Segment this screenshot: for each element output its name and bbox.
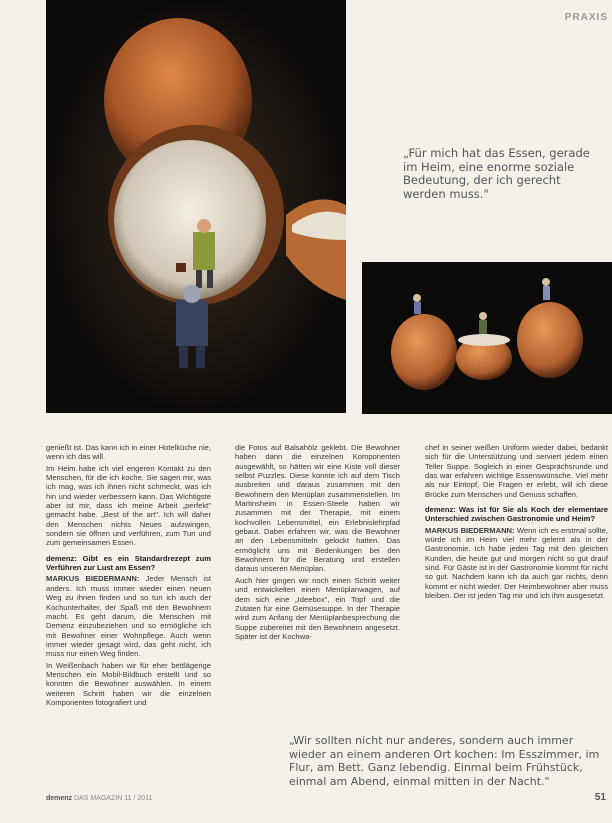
interview-answer: MARKUS BIEDERMANN: Wenn ich es erstmal sollte, würde ich im Heim viel mehr gelernt als in der Gastronomie. Ich habe jeden Tag mit den gleichen Kunden, die heute gut und morgen nicht so gut drauf sind. Für Gäste ist in der Gastronomie kommt für nicht so gut. Nachdem kann ich da auch gar nichts, denn kommt er nicht wieder. Der Heimbewohner aber muss bleiben. Der ist jeden Tag mir und ich ihm ausgesetzt. (425, 525, 608, 601)
paragraph: genießt ist. Das kann ich in einer Hotelküche nie, wenn ich das will. (46, 443, 211, 462)
interview-answer: MARKUS BIEDERMANN: Jeder Mensch ist anders. Ich muss immer wieder einen neuen Weg zu ihnen finden und so tun ich auch der Kochunterhalter, der Spaß mit den Bewohnern macht. Es geht darum, die Menschen mit Demenz einzubeziehen und so ermögliche ich mit Bewohner einer Wohnpflege. Auch wenn immer wieder gesagt wird, das geht nicht, ich muss nur einen Weg finden. (46, 574, 211, 659)
three-eggs-photo (362, 262, 612, 414)
issue-info: DAS MAGAZIN 11 / 2011 (74, 795, 153, 802)
speaker-name: MARKUS BIEDERMANN: (425, 525, 515, 535)
interview-question: demenz: Was ist für Sie als Koch der elementare Unterschied zwischen Gastronomie und Heim? (425, 505, 608, 524)
pull-quote-bottom: „Wir sollten nicht nur anderes, sondern auch immer wieder an einem anderen Ort kochen: Im Esszimmer, im Flur, am Bett. Ganz lebendig. Einmal beim Frühstück, einmal am Abend, einmal mitten in der Nacht." (289, 734, 600, 788)
text-column-3 (425, 443, 608, 603)
footer (46, 795, 152, 802)
paragraph: chef in seiner weißen Uniform wieder dabei, bedankt sich für die Unterstützung und serviert jedem einen Teller Suppe. Sogleich in einer Gesprächsrunde und das war erfahren wichtige Essenswünsche. Viel mehr als nur Eintopf, Die Fragen er erlebt, will ich diese Brücke zum Menschen und Genuss schaffen. (425, 443, 608, 499)
text-column-1 (46, 443, 211, 709)
paragraph: Im Heim habe ich viel engeren Kontakt zu den Menschen, für die ich koche. Sie sagen mir, was ich mag, was ich ihnen nicht schmeckt, was ich hin und wieder verbessern kann. Das Wichtigste aber ist mir, dass ich meine Arbeit „perfekt" gemacht habe. „Best of the art". Ich will daher den Menschen nichts Neues aufzwingen, sondern sie öffnen und verführen, zum Tun und zum gemeinsamen Essen. (46, 463, 211, 548)
egg-figure-photo (46, 0, 346, 413)
interview-question: demenz: Gibt es ein Standardrezept zum Verführen zur Lust am Essen? (46, 553, 211, 573)
pull-quote-top: „Für mich hat das Essen, gerade im Heim, eine enorme soziale Bedeutung, der ich gerecht werden muss." (403, 146, 590, 201)
page-number: 51 (594, 792, 606, 803)
paragraph: die Fotos auf Balsahölz geklebt. Die Bewohner haben dann die einzelnen Komponenten ausgewählt, so hätten wir eine Kiste voll dieser selbst Puzzles. Diese konnte ich auf dem Tisch ausbreiten und daraus zusammen mit den Bewohnern den Menüplan zusammenstellen. Im Martinsheim in Essen-Steele haben wir zusammen mit der Therapie, mit einem kochvollen Lebensmittel, ein Erlebnislehrpfad gebaut. Dabei erfahren wir, was die Bewohner an den Lebensmitteln gelockt hatten. Das ermöglicht uns mit Bedenkungen bei den Bewohnern für die Beratung und erstellen daraus unseren Menüplan. (235, 443, 400, 574)
text-column-2 (235, 443, 400, 643)
section-label: PRAXIS (564, 12, 608, 23)
speaker-name: MARKUS BIEDERMANN: (46, 574, 140, 584)
paragraph: In Weißenbach haben wir für eher bettlägerige Menschen ein Mobil-Bildbuch erstellt und so konnten die Bewohner auswählen. In einem weiteren Schritt haben wir die einzelnen Komponenten fotografiert und (46, 660, 211, 707)
paragraph: Auch hier gingen wir noch einen Schritt weiter und entwickelten einen Menüplanwagen, auf dem sich eine „Ideebox", ein Topf und die Zutaten für eine Gemüsesuppe. In der Therapie wird zum Anfang der Menüplanbesprechung die Suppe zubereitet mit den Bewohnern angesetzt. Später ist der Kochwa- (235, 575, 400, 641)
magazine-name: demenz (46, 795, 73, 802)
